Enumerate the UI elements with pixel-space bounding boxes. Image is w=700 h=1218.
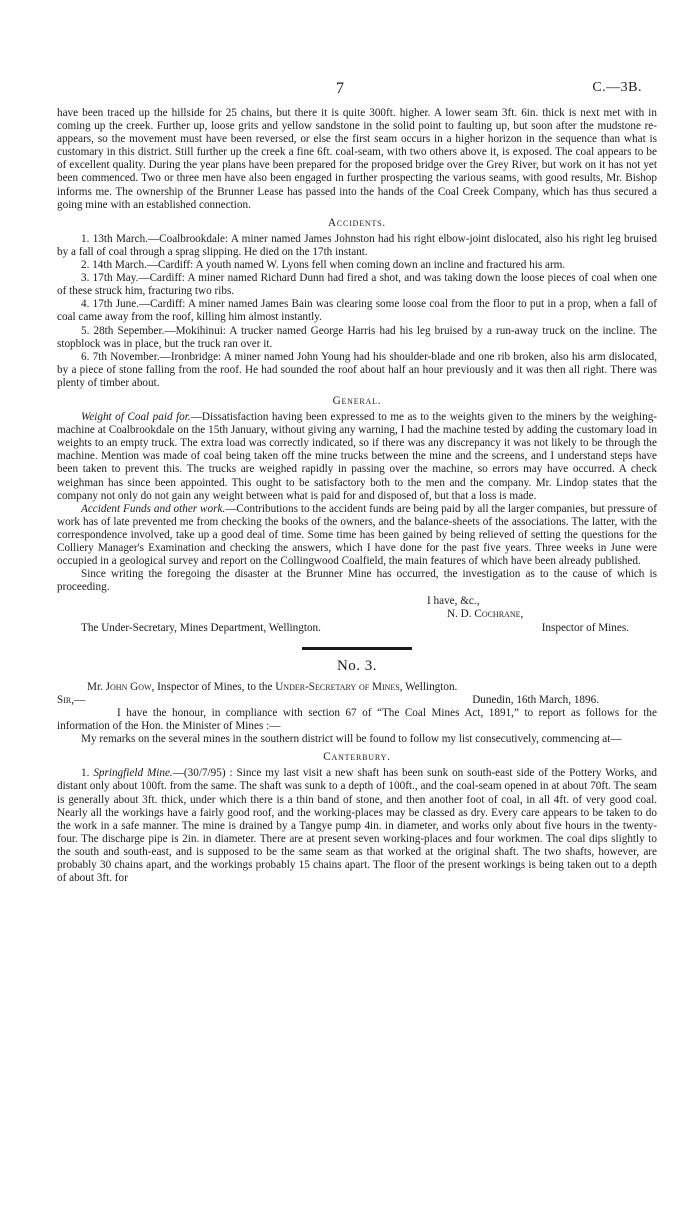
canterbury-heading: Canterbury. <box>323 751 391 764</box>
to-name: Under-Secretary <box>275 680 357 693</box>
signoff-row <box>57 622 657 635</box>
addressee: The Under-Secretary, Mines Department, Wellington. <box>81 621 321 634</box>
accident-funds-text: —Contributions to the accident funds are being paid by all the larger companies, but pressure of work has of late prevented me from checking the books of the owners, and the balance-sheets of the associations. The latter, with the correspondence involved, take up a good deal of time. Some time has been gained by being relieved of setting the questions for the Colliery Manager's Examination and checking the answers, which I have done for the past five years. Three weeks in June were occupied in a geological survey and report on the Collingwood Coalfield, the main features of which have been already published. <box>57 502 657 568</box>
signoff <box>57 595 657 634</box>
signatory-initials: N. D. <box>447 608 472 621</box>
section-title: No. 3. <box>336 657 378 674</box>
salutation: Sir,— <box>57 693 86 706</box>
accident-item-4: 4. 17th June.—Cardiff: A miner named James Bain was clearing some loose coal from the floor to put in a prop, when a fall of coal came away from the roof, killing him almost instantly. <box>57 298 657 324</box>
remarks-paragraph: My remarks on the several mines in the southern district will be found to follow my list consecutively, commencing at— <box>81 733 622 746</box>
weight-of-coal-paragraph <box>57 411 657 503</box>
from-mid: , Inspector of Mines, to the <box>151 680 273 693</box>
section-divider <box>302 647 412 650</box>
closing: I have, &c., <box>427 595 480 608</box>
letter-from-to <box>57 681 657 694</box>
place-date: Dunedin, 16th March, 1896. <box>472 693 599 706</box>
page-header <box>0 80 700 100</box>
signatory-surname: Cochrane, <box>474 608 524 621</box>
accident-item-2: 2. 14th March.—Cardiff: A youth named W. Lyons fell when coming down an incline and fractured his arm. <box>81 259 566 272</box>
general-heading: General. <box>332 394 382 407</box>
springfield-number: 1. <box>81 767 90 780</box>
from-prefix: Mr. <box>87 680 103 693</box>
salutation-row <box>57 694 657 707</box>
accident-item-6: 6. 7th November.—Ironbridge: A miner named John Young had his shoulder-blade and one rib broken, also his arm dislocated, by a piece of stone falling from the roof. He had sounded the roof about half an hour previously and it was then all right. There was plenty of timber about. <box>57 350 657 389</box>
weight-of-coal-lead: Weight of Coal paid for. <box>81 411 191 424</box>
springfield-mine-paragraph <box>57 767 657 885</box>
weight-of-coal-text: —Dissatisfaction having been expressed to me as to the weights given to the miners by the weighing-machine at Coalbrookdale on the 15th January, without giving any warning, I had the machine tested by adding the customary load in weights to an empty truck. The extra load was correctly indicated, so if there was any discrepancy it was not likely to be through the machine. Mention was made of coal being taken off the mine trucks between the mine and the screens, and I understand steps have been taken to prevent this. The trucks are weighed rapidly in passing over the machine, so errors may have occurred. A check weighman has since been appointed. This ought to be satisfactory both to the men and the company. Mr. Lindop states that the company not only do not gain any weight between what is paid for and disposed of, but that a loss is made. <box>57 411 658 502</box>
report-intro-paragraph: I have the honour, in compliance with section 67 of “The Coal Mines Act, 1891,” to report as follows for the information of the Hon. the Minister of Mines :— <box>57 706 657 733</box>
accidents-heading: Accidents. <box>328 216 386 229</box>
from-name: John Gow <box>105 680 152 693</box>
brunner-disaster-paragraph: Since writing the foregoing the disaster at the Brunner Mine has occurred, the investigation as to the cause of which is proceeding. <box>57 568 657 594</box>
accident-funds-lead: Accident Funds and other work. <box>81 502 226 515</box>
accident-item-5: 5. 28th Sepember.—Mokihinui: A trucker named George Harris had his leg bruised by a run-away truck on the incline. The stopblock was in place, but the truck ran over it. <box>57 324 657 350</box>
accident-item-3: 3. 17th May.—Cardiff: A miner named Richard Dunn had fired a shot, and was taking down the loose pieces of coal when one of these struck him, fracturing two ribs. <box>57 272 657 298</box>
accident-funds-paragraph <box>57 503 657 568</box>
springfield-text: —(30/7/95) : Since my last visit a new shaft has been sunk on south-east side of the Pottery Works, and distant only about 100ft. from the same. The shaft was sunk to a depth of 100ft., and the coal-seam opened in at about 70ft. The seam is generally about 3ft. thick, under which there is a thin band of stone, and then another foot of coal, in all 4ft. of very good coal. Nearly all the workings have a fairly good roof, and the working-places may be classed as dry. Every care appears to be taken to do the work in a safe manner. The mine is drained by a Tangye pump 4in. in diameter, and works only about five hours in the twenty-four. The discharge pipe is 2in. in diameter. There are at present seven working-places and four workmen. The coal dips slightly to the south and south-east, and is supposed to be the same seam as that worked at the original shaft. The two shafts, however, are probably 30 chains apart, and the workings probably 15 chains apart. The floor of the present workings is being taken out to a depth of about 3ft. for <box>57 767 657 885</box>
body-text <box>57 107 657 885</box>
page-number: 7 <box>336 80 344 97</box>
accident-item-1: 1. 13th March.—Coalbrookdale: A miner named James Johnston had his right elbow-joint dislocated, also his right leg bruised by a fall of coal through a sprag slipping. He died on the 17th instant. <box>57 232 657 258</box>
to-place: , Wellington. <box>399 680 458 693</box>
springfield-lead: Springfield Mine. <box>93 767 173 780</box>
document-code: C.—3B. <box>592 80 642 95</box>
signatory <box>57 608 657 621</box>
intro-paragraph: have been traced up the hillside for 25 chains, but there it is quite 300ft. higher. A lower seam 3ft. 6in. thick is next met with in coming up the creek. Further up, loose grits and yellow sandstone in the solid point to faulting up, but soon after the mudstone re-appears, so the movement must have been reversed, or else the first seam occurs in a higher horizon in the sequence than what is customary in this district. Still further up the creek a fine 6ft. coal-seam, with two others above it, is exposed. The coal appears to be of excellent quality. During the year plans have been prepared for the proposed bridge over the Grey River, but work on it has not yet been commenced. Two or three men have also been engaged in further prospecting the various seams, with good results, Mr. Bishop informs me. The ownership of the Brunner Lease has passed into the hands of the Coal Creek Company, which has thus secured a going mine with an established connection. <box>57 107 657 211</box>
to-mines: Mines <box>372 680 400 693</box>
signatory-title: Inspector of Mines. <box>541 621 629 634</box>
to-of: of <box>358 680 370 693</box>
